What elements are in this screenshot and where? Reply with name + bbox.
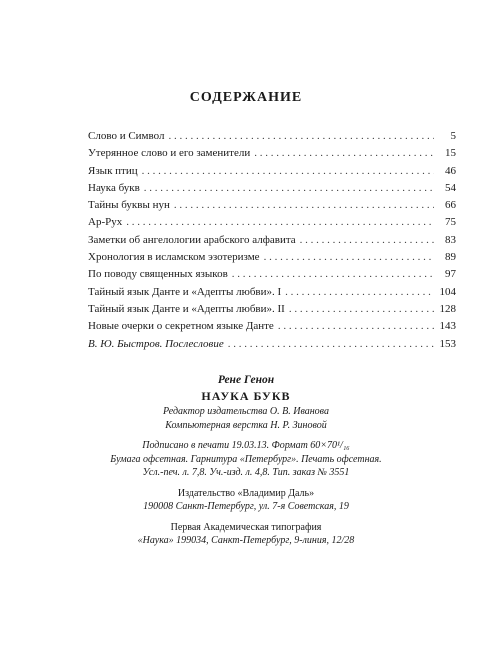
book-title: НАУКА БУКВ bbox=[201, 389, 291, 403]
toc-entry-title: Наука букв bbox=[88, 181, 140, 194]
toc-leader-dots bbox=[289, 303, 434, 315]
toc-entry bbox=[88, 165, 456, 182]
toc-entry bbox=[88, 320, 456, 337]
printer-name: Первая Академическая типография bbox=[170, 521, 322, 533]
toc-entry-title: Заметки об ангелологии арабского алфавита bbox=[88, 233, 296, 246]
toc-leader-dots bbox=[228, 338, 434, 350]
toc-entry-page: 83 bbox=[445, 233, 456, 246]
toc-entry-title: Язык птиц bbox=[88, 164, 138, 177]
toc-entry-title: В. Ю. Быстров. Послесловие bbox=[88, 337, 224, 350]
publisher-name: Издательство «Владимир Даль» bbox=[177, 487, 315, 499]
toc-heading: СОДЕРЖАНИЕ bbox=[189, 90, 303, 105]
toc-entry-title: Хронология в исламском эзотеризме bbox=[88, 251, 260, 264]
toc-entry-page: 143 bbox=[439, 320, 456, 333]
toc-entry-page: 46 bbox=[445, 164, 456, 177]
layout-credit: Компьютерная верстка Н. Р. Зиновой bbox=[165, 419, 327, 431]
table-of-contents bbox=[88, 130, 456, 355]
colophon bbox=[0, 372, 492, 548]
toc-leader-dots bbox=[300, 234, 434, 246]
editor-credit: Редактор издательства О. В. Иванова bbox=[163, 406, 329, 417]
toc-entry-title: Ар-Рух bbox=[88, 216, 123, 229]
toc-entry-page: 104 bbox=[439, 285, 456, 298]
toc-entry-page: 54 bbox=[445, 181, 456, 194]
toc-entry-title: По поводу священных языков bbox=[88, 268, 228, 281]
toc-leader-dots bbox=[126, 216, 434, 228]
toc-leader-dots bbox=[264, 251, 434, 263]
toc-entry bbox=[88, 234, 456, 251]
toc-entry-title: Утерянное слово и его заменители bbox=[88, 147, 251, 160]
toc-entry-page: 66 bbox=[445, 199, 456, 212]
toc-entry bbox=[88, 303, 456, 320]
printer-address: «Наука» 199034, Санкт-Петербург, 9-линия, 12/28 bbox=[137, 535, 355, 546]
print-info-line: Подписано в печати 19.03.13. Формат 60×70¹/₁₆ bbox=[142, 440, 350, 451]
toc-leader-dots bbox=[232, 268, 434, 280]
print-info-line: Бумага офсетная. Гарнитура «Петербург». Печать офсетная. bbox=[110, 453, 382, 465]
toc-entry bbox=[88, 338, 456, 355]
toc-leader-dots bbox=[168, 130, 434, 142]
toc-entry bbox=[88, 147, 456, 164]
toc-entry bbox=[88, 130, 456, 147]
toc-entry-title: Слово и Символ bbox=[88, 130, 165, 142]
toc-leader-dots bbox=[144, 182, 434, 194]
toc-entry-page: 75 bbox=[445, 216, 456, 229]
author-name: Рене Генон bbox=[217, 374, 275, 386]
toc-entry bbox=[88, 286, 456, 303]
toc-entry-page: 15 bbox=[445, 147, 456, 160]
toc-entry bbox=[88, 251, 456, 268]
toc-entry-title: Тайный язык Данте и «Адепты любви». II bbox=[88, 302, 285, 315]
toc-entry-page: 5 bbox=[450, 130, 456, 142]
print-info-line: Усл.-печ. л. 7,8. Уч.-изд. л. 4,8. Тип. заказ № 3551 bbox=[142, 467, 350, 478]
toc-entry-title: Тайный язык Данте и «Адепты любви». I bbox=[88, 285, 282, 298]
toc-entry bbox=[88, 182, 456, 199]
toc-leader-dots bbox=[254, 147, 434, 159]
publisher-address: 190008 Санкт-Петербург, ул. 7-я Советская, 19 bbox=[143, 501, 349, 512]
toc-entry-page: 128 bbox=[439, 302, 456, 315]
toc-entry bbox=[88, 268, 456, 285]
toc-entry-title: Новые очерки о секретном языке Данте bbox=[88, 320, 274, 333]
toc-entry bbox=[88, 199, 456, 216]
toc-entry bbox=[88, 216, 456, 233]
toc-leader-dots bbox=[174, 199, 434, 211]
toc-entry-page: 89 bbox=[445, 251, 456, 264]
toc-leader-dots bbox=[278, 320, 434, 332]
toc-entry-page: 97 bbox=[445, 268, 456, 281]
toc-entry-title: Тайны буквы нун bbox=[88, 199, 170, 212]
toc-leader-dots bbox=[142, 165, 434, 177]
toc-entry-page: 153 bbox=[439, 337, 456, 350]
toc-leader-dots bbox=[285, 286, 434, 298]
